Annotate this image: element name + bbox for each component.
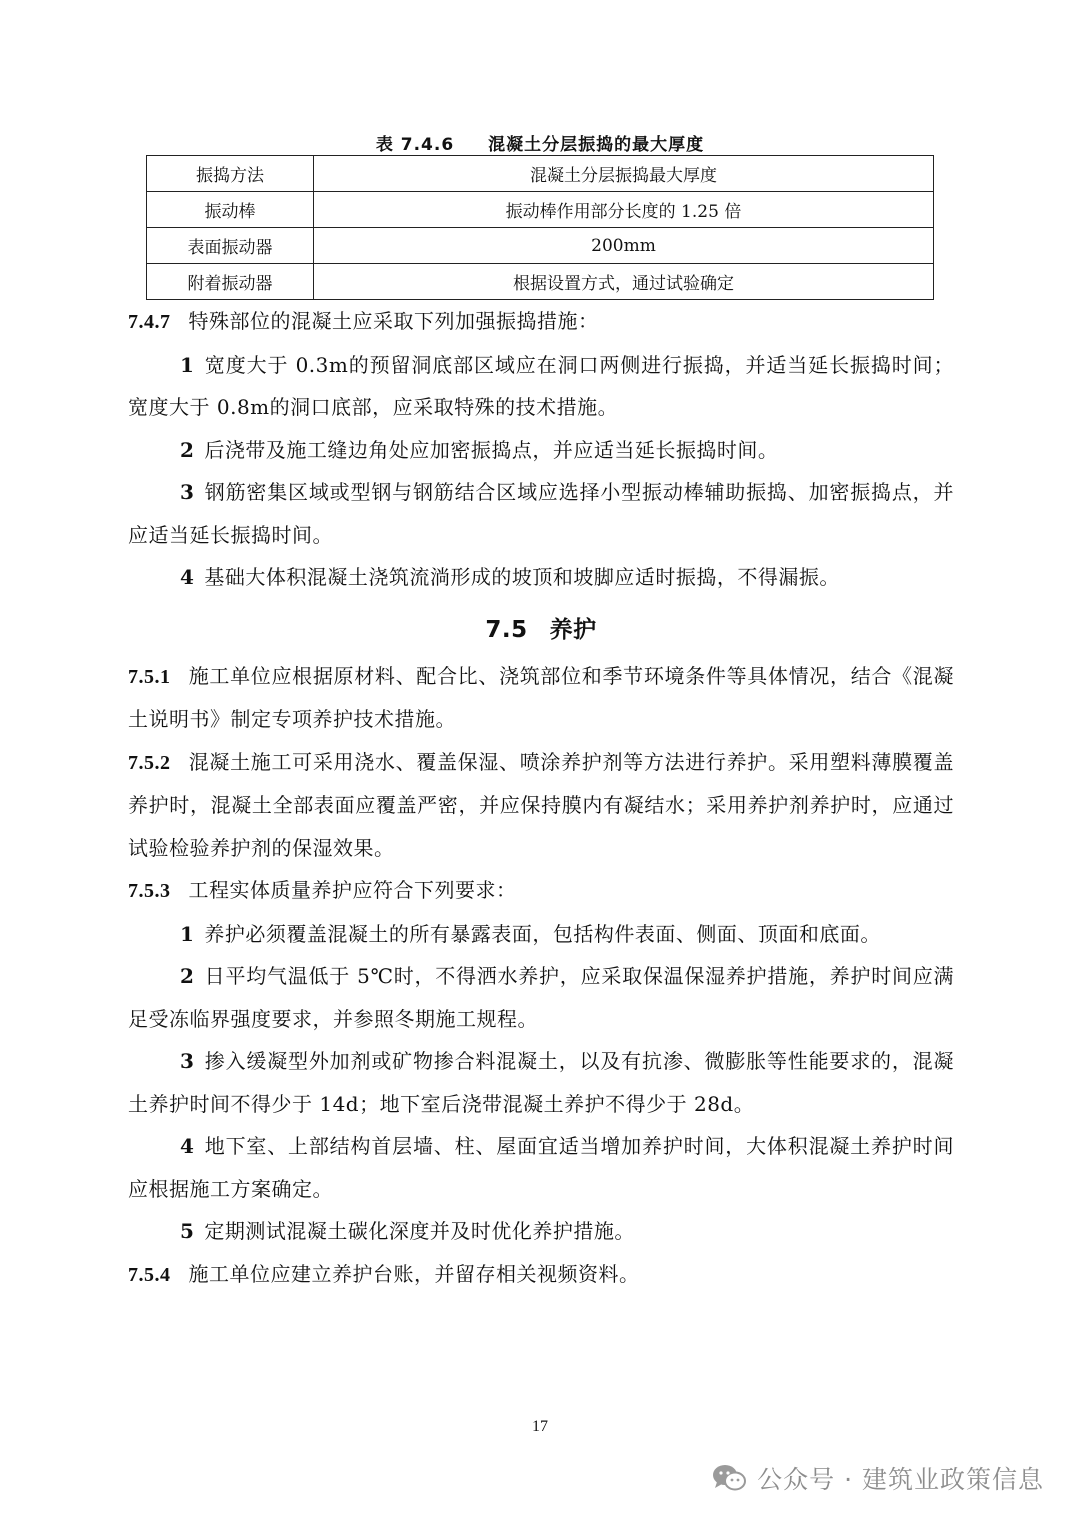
item-text: 宽度大于 0.3m的预留洞底部区域应在洞口两侧进行振捣，并适当延长振捣时间；宽度大于 0.8m的洞口底部，应采取特殊的技术措施。 xyxy=(128,352,954,419)
item-number: 3 xyxy=(180,480,195,504)
item-number: 4 xyxy=(180,565,195,589)
item-text: 定期测试混凝土碳化深度并及时优化养护措施。 xyxy=(204,1219,635,1243)
clause-number: 7.5.3 xyxy=(128,880,171,902)
clause-754 xyxy=(128,1253,954,1297)
item-text: 后浇带及施工缝边角处应加密振捣点，并应适当延长振捣时间。 xyxy=(204,437,779,462)
vibration-thickness-table xyxy=(146,155,934,300)
table-header-cell: 混凝土分层振捣最大厚度 xyxy=(314,156,934,192)
table-cell: 根据设置方式，通过试验确定 xyxy=(314,264,934,300)
item-text: 日平均气温低于 5℃时，不得洒水养护，应采取保温保湿养护措施，养护时间应满足受冻临界强度要求，并参照冬期施工规程。 xyxy=(128,964,954,1031)
table-caption xyxy=(0,130,1080,155)
watermark-text: 公众号 · 建筑业政策信息 xyxy=(757,1465,1044,1494)
body-text xyxy=(128,300,954,1296)
list-item xyxy=(128,955,954,1040)
item-number: 1 xyxy=(180,352,195,377)
table-cell: 表面振动器 xyxy=(147,228,314,264)
clause-number: 7.5.1 xyxy=(128,665,171,688)
clause-text: 工程实体质量养护应符合下列要求： xyxy=(188,878,517,902)
clause-751 xyxy=(128,655,954,741)
list-item xyxy=(128,429,954,472)
item-text: 养护必须覆盖混凝土的所有暴露表面，包括构件表面、侧面、顶面和底面。 xyxy=(204,921,881,946)
clause-747 xyxy=(128,300,954,344)
item-number: 5 xyxy=(180,1219,195,1243)
clause-text: 施工单位应建立养护台账，并留存相关视频资料。 xyxy=(188,1261,640,1286)
table-header-cell: 振捣方法 xyxy=(147,156,314,192)
item-number: 3 xyxy=(180,1049,195,1073)
watermark xyxy=(711,1458,1044,1498)
clause-text: 施工单位应根据原材料、配合比、浇筑部位和季节环境条件等具体情况，结合《混凝土说明书》制定专项养护技术措施。 xyxy=(128,663,954,731)
clause-number: 7.5.2 xyxy=(128,751,171,774)
list-item xyxy=(128,471,954,556)
table-caption-title: 混凝土分层振捣的最大厚度 xyxy=(488,135,705,155)
table-cell: 200mm xyxy=(314,228,934,264)
page-number: 17 xyxy=(532,1418,548,1435)
table-row xyxy=(147,264,934,300)
section-number: 7.5 xyxy=(485,616,528,643)
clause-text: 特殊部位的混凝土应采取下列加强振捣措施： xyxy=(188,309,599,333)
item-number: 2 xyxy=(180,964,195,988)
list-item xyxy=(128,344,954,429)
clause-752 xyxy=(128,741,954,870)
item-number: 1 xyxy=(180,921,195,946)
item-text: 钢筋密集区域或型钢与钢筋结合区域应选择小型振动棒辅助振捣、加密振捣点，并应适当延长振捣时间。 xyxy=(128,480,954,547)
list-item xyxy=(128,1125,954,1210)
clause-number: 7.5.4 xyxy=(128,1263,171,1286)
item-number: 2 xyxy=(180,437,195,462)
clause-text: 混凝土施工可采用浇水、覆盖保湿、喷涂养护剂等方法进行养护。采用塑料薄膜覆盖养护时，混凝土全部表面应覆盖严密，并应保持膜内有凝结水；采用养护剂养护时，应通过试验检验养护剂的保湿效果。 xyxy=(128,749,954,860)
table-cell: 附着振动器 xyxy=(147,264,314,300)
table-row xyxy=(147,192,934,228)
clause-753 xyxy=(128,869,954,913)
section-heading xyxy=(128,607,954,653)
item-text: 地下室、上部结构首层墙、柱、屋面宜适当增加养护时间，大体积混凝土养护时间应根据施工方案确定。 xyxy=(128,1134,954,1201)
list-item xyxy=(128,1040,954,1125)
list-item xyxy=(128,913,954,956)
item-text: 基础大体积混凝土浇筑流淌形成的坡顶和坡脚应适时振捣，不得漏振。 xyxy=(204,565,840,589)
table-cell: 振动棒作用部分长度的 1.25 倍 xyxy=(314,192,934,228)
list-item xyxy=(128,1210,954,1253)
list-item xyxy=(128,556,954,599)
clause-number: 7.4.7 xyxy=(128,311,171,333)
table-cell: 振动棒 xyxy=(147,192,314,228)
table-header-row xyxy=(147,156,934,192)
table-row xyxy=(147,228,934,264)
table-caption-number: 表 7.4.6 xyxy=(375,135,455,155)
section-title: 养护 xyxy=(549,616,597,643)
item-number: 4 xyxy=(180,1134,195,1158)
wechat-icon xyxy=(711,1462,747,1494)
item-text: 掺入缓凝型外加剂或矿物掺合料混凝土，以及有抗渗、微膨胀等性能要求的，混凝土养护时间不得少于 14d；地下室后浇带混凝土养护不得少于 28d。 xyxy=(128,1049,954,1116)
